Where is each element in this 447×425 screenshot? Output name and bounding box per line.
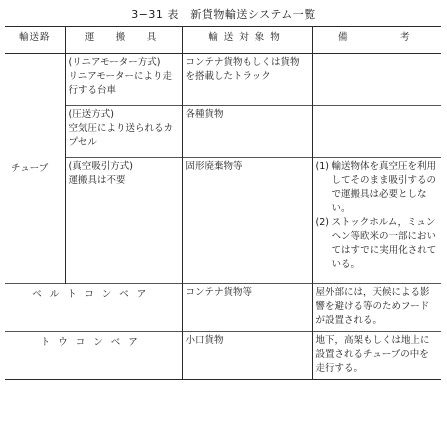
route-cell: ベルトコンベア [5,284,182,332]
cargo-cell: コンテナ貨物もしくは貨物を搭載したトラック [182,54,312,106]
equipment-cell: (真空吸引方式) 運搬具は不要 [65,158,182,284]
cargo-cell: 各種貨物 [182,106,312,158]
notes-cell: 地下，高架もしくは地上に設置されるチューブの中を走行する。 [312,332,441,380]
equipment-cell: (リニアモーター方式) リニアモーターにより走行する台車 [65,54,182,106]
note-item [316,160,439,216]
header-notes: 備 考 [312,27,441,54]
header-cargo: 輸送対象物 [182,27,312,54]
note-text: 輸送物体を真空圧を利用してそのまま吸引するので運搬具は必要としない。 [331,161,437,214]
route-cell: チューブ [5,54,65,284]
notes-cell [312,106,441,158]
table-row [5,106,441,158]
route-cell: トウコンベア [5,332,182,380]
notes-cell: 屋外部には，天候による影響を避ける等のためフードが設置される。 [312,284,441,332]
table-row [5,284,441,332]
header-row [5,27,441,54]
header-equipment: 運 搬 具 [65,27,182,54]
note-item [316,216,439,272]
header-route: 輸送路 [5,27,65,54]
cargo-cell: コンテナ貨物等 [182,284,312,332]
note-number: (2) [315,217,329,228]
cargo-cell: 小口貨物 [182,332,312,380]
table-row [5,158,441,284]
notes-cell [312,54,441,106]
table-title: 3−31 表 新貨物輸送システム一覧 [131,8,316,21]
cargo-system-table [5,26,441,380]
notes-cell [312,158,441,284]
note-number: (1) [315,161,329,172]
equipment-cell: (圧送方式) 空気圧により送られるカプセル [65,106,182,158]
note-text: ストックホルム，ミュンヘン等欧米の一部においてはすでに実用化されている。 [331,217,437,270]
cargo-cell: 固形廃棄物等 [182,158,312,284]
table-row [5,54,441,106]
table-row [5,332,441,380]
